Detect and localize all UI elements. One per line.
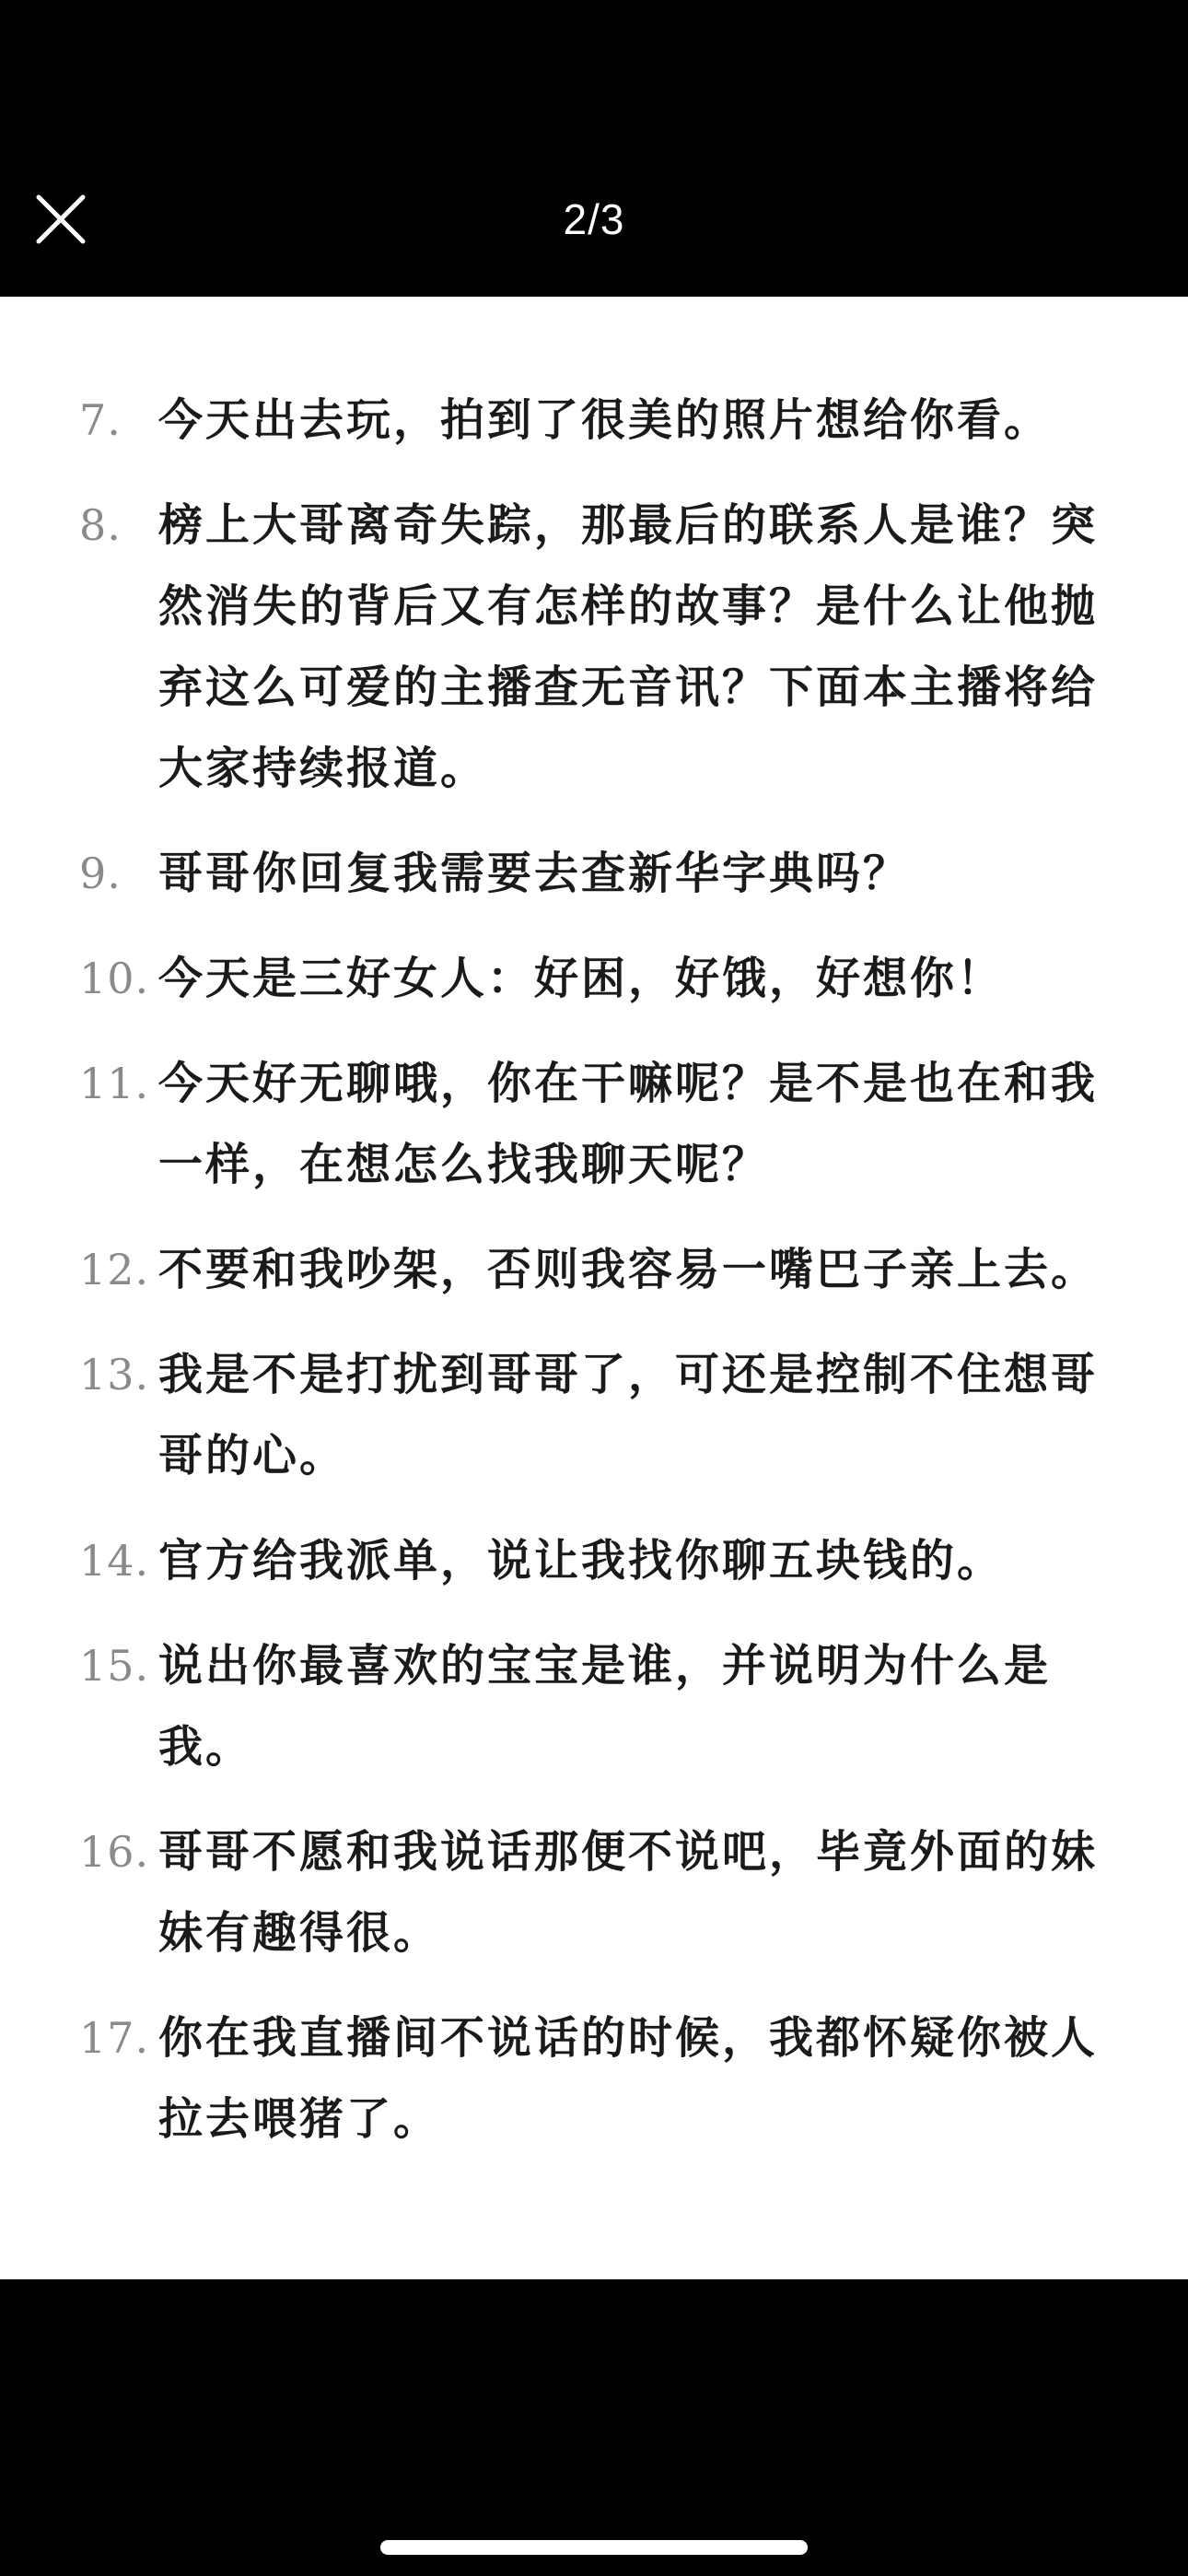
numbered-list <box>79 380 1109 2160</box>
list-item <box>79 1997 1109 2160</box>
list-item <box>79 485 1109 809</box>
list-item-number: 13. <box>79 1350 150 1399</box>
list-item <box>79 1229 1109 1310</box>
image-content <box>0 297 1188 2279</box>
list-item <box>79 1334 1109 1496</box>
list-item <box>79 380 1109 461</box>
viewer-bottom-bar <box>0 2279 1188 2576</box>
list-item-text: 你在我直播间不说话的时候，我都怀疑你被人拉去喂猪了。 <box>158 2012 1099 2145</box>
list-item-number: 11. <box>79 1059 150 1108</box>
list-item-text: 榜上大哥离奇失踪，那最后的联系人是谁？突然消失的背后又有怎样的故事？是什么让他抛弃这么可爱的主播查无音讯？下面本主播将给大家持续报道。 <box>158 499 1099 794</box>
list-item-text: 我是不是打扰到哥哥了，可还是控制不住想哥哥的心。 <box>158 1349 1099 1481</box>
list-item <box>79 1043 1109 1205</box>
list-item-number: 15. <box>79 1641 150 1691</box>
list-item-text: 今天出去玩，拍到了很美的照片想给你看。 <box>158 394 1052 446</box>
list-item-text: 哥哥你回复我需要去查新华字典吗？ <box>158 848 911 899</box>
list-item <box>79 1811 1109 1973</box>
list-item-text: 说出你最喜欢的宝宝是谁，并说明为什么是我。 <box>158 1640 1052 1773</box>
list-item-number: 16. <box>79 1827 150 1877</box>
list-item-number: 17. <box>79 2013 150 2063</box>
list-item-text: 哥哥不愿和我说话那便不说吧，毕竟外面的妹妹有趣得很。 <box>158 1826 1099 1959</box>
list-item-number: 14. <box>79 1536 150 1586</box>
list-item-text: 官方给我派单，说让我找你聊五块钱的。 <box>158 1535 1005 1587</box>
list-item-number: 10. <box>79 954 150 1003</box>
page-indicator: 2/3 <box>563 195 625 243</box>
list-item <box>79 1625 1109 1787</box>
list-item-number: 7. <box>79 395 122 445</box>
list-item <box>79 938 1109 1019</box>
list-item <box>79 833 1109 914</box>
viewer-top-bar <box>0 0 1188 297</box>
list-item-text: 今天好无聊哦，你在干嘛呢？是不是也在和我一样，在想怎么找我聊天呢？ <box>158 1058 1099 1190</box>
list-item-number: 8. <box>79 500 122 550</box>
list-item <box>79 1520 1109 1601</box>
list-item-number: 12. <box>79 1245 150 1294</box>
list-item-text: 今天是三好女人：好困，好饿，好想你！ <box>158 953 1005 1004</box>
list-item-text: 不要和我吵架，否则我容易一嘴巴子亲上去。 <box>158 1244 1099 1295</box>
home-indicator[interactable] <box>380 2540 808 2555</box>
list-item-number: 9. <box>79 849 122 898</box>
